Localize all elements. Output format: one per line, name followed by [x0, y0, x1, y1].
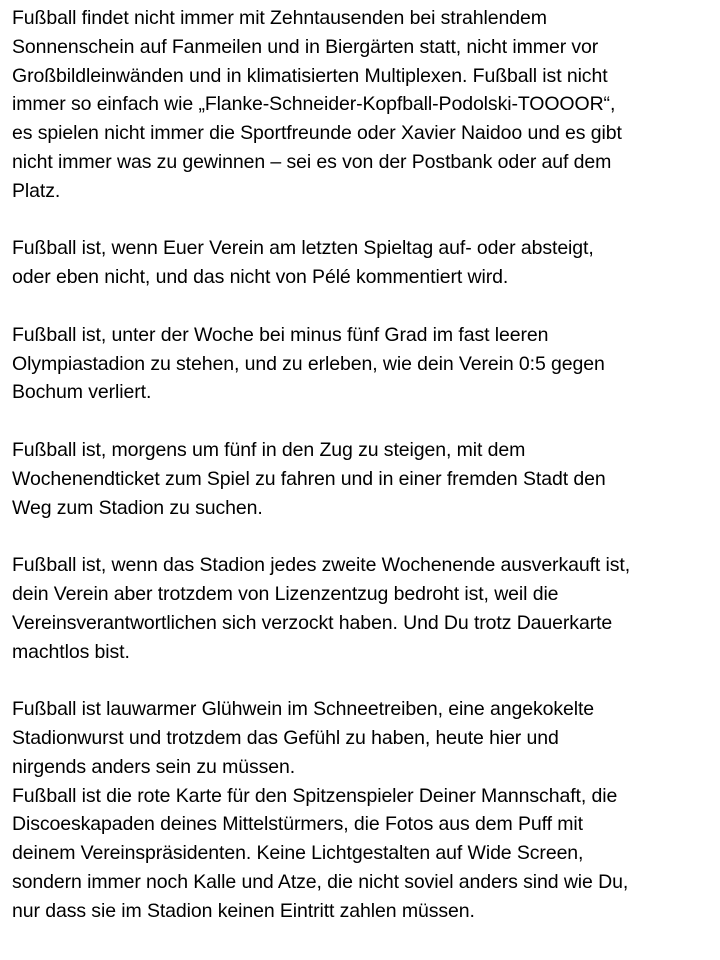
- paragraph-spacer: [12, 206, 712, 235]
- text-line: nicht immer was zu gewinnen – sei es von der Postbank oder auf dem: [12, 150, 612, 173]
- paragraph-5: [12, 551, 712, 666]
- paragraph-spacer: [12, 292, 712, 321]
- text-line: dein Verein aber trotzdem von Lizenzentzug bedroht ist, weil die: [12, 582, 559, 605]
- paragraph-3: [12, 321, 712, 407]
- text-line: Bochum verliert.: [12, 381, 152, 404]
- text-line: es spielen nicht immer die Sportfreunde oder Xavier Naidoo und es gibt: [12, 122, 622, 145]
- text-line: immer so einfach wie „Flanke-Schneider-Kopfball-Podolski-TOOOOR“,: [12, 93, 616, 116]
- text-line: machtlos bist.: [12, 640, 130, 663]
- text-line: Wochenendticket zum Spiel zu fahren und in einer fremden Stadt den: [12, 467, 606, 490]
- paragraph-1: [12, 4, 712, 206]
- text-line: Fußball ist, morgens um fünf in den Zug zu steigen, mit dem: [12, 438, 526, 461]
- paragraph-spacer: [12, 407, 712, 436]
- paragraph-6: [12, 695, 712, 925]
- text-line: Sonnenschein auf Fanmeilen und in Biergärten statt, nicht immer vor: [12, 35, 599, 58]
- text-line: Olympiastadion zu stehen, und zu erleben, wie dein Verein 0:5 gegen: [12, 352, 605, 375]
- document-page: [12, 4, 712, 926]
- paragraph-spacer: [12, 522, 712, 551]
- text-line: oder eben nicht, und das nicht von Pélé kommentiert wird.: [12, 266, 509, 289]
- paragraph-2: [12, 234, 712, 292]
- text-line: Fußball ist, unter der Woche bei minus fünf Grad im fast leeren: [12, 323, 549, 346]
- text-line: Weg zum Stadion zu suchen.: [12, 496, 263, 519]
- paragraph-4: [12, 436, 712, 522]
- text-line: Discoeskapaden deines Mittelstürmers, die Fotos aus dem Puff mit: [12, 813, 583, 836]
- text-line: Fußball ist die rote Karte für den Spitzenspieler Deiner Mannschaft, die: [12, 784, 618, 807]
- text-line: Fußball ist lauwarmer Glühwein im Schneetreiben, eine angekokelte: [12, 698, 595, 721]
- text-line: Platz.: [12, 179, 61, 202]
- text-line: nirgends anders sein zu müssen.: [12, 755, 296, 778]
- text-line: Vereinsverantwortlichen sich verzockt haben. Und Du trotz Dauerkarte: [12, 611, 613, 634]
- text-line: Fußball findet nicht immer mit Zehntausenden bei strahlendem: [12, 7, 547, 29]
- text-line: Fußball ist, wenn Euer Verein am letzten Spieltag auf- oder absteigt,: [12, 237, 594, 260]
- text-line: Stadionwurst und trotzdem das Gefühl zu haben, heute hier und: [12, 726, 559, 749]
- text-line: deinem Vereinspräsidenten. Keine Lichtgestalten auf Wide Screen,: [12, 842, 584, 865]
- text-line: nur dass sie im Stadion keinen Eintritt zahlen müssen.: [12, 899, 475, 922]
- text-line: Großbildleinwänden und in klimatisierten Multiplexen. Fußball ist nicht: [12, 64, 608, 87]
- paragraph-spacer: [12, 666, 712, 695]
- text-line: Fußball ist, wenn das Stadion jedes zweite Wochenende ausverkauft ist,: [12, 554, 631, 577]
- text-line: sondern immer noch Kalle und Atze, die nicht soviel anders sind wie Du,: [12, 870, 629, 893]
